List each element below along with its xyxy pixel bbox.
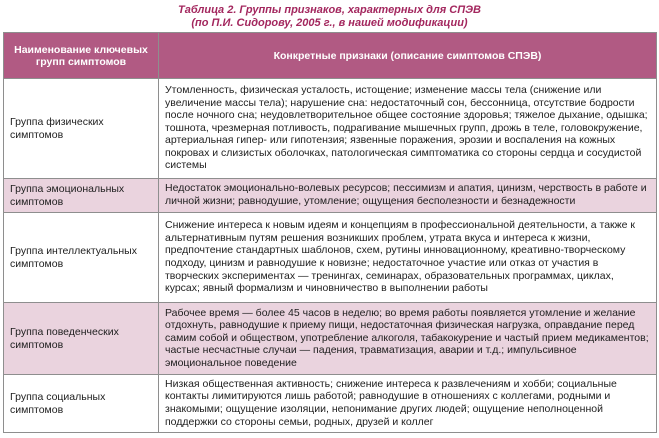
row-description: Недостаток эмоционально-волевых ресурсов; пессимизм и апатия, цинизм, черствость в работе и личной жизни; равнодушие, утомление; ощущения бесполезности и безнадежности — [159, 179, 657, 213]
row-description: Утомленность, физическая усталость, истощение; изменение массы тела (снижение или увеличение массы тела); нарушение сна: недостаточный сон, бессонница, отсутствие бодрости после ночного сна; неудовлетворительное общее состояние здоровья; тяжелое дыхание, одышка; тошнота, чрезмерная потливость, подрагивание мышечных групп, дрожь в теле, головокружение, артериальная гипер- или гипотензия; язвенные поражения, эрозии и воспаления на кожных покровах и слизистых оболочках, патологическая симптоматика со стороны сердца и сосудистой системы — [159, 79, 657, 179]
caption-subtitle: (по П.И. Сидорову, 2005 г., в нашей модификации) — [191, 16, 468, 29]
table-header-row — [4, 33, 657, 79]
row-description: Снижение интереса к новым идеям и концепциям в профессиональной деятельности, а также к альтернативным путям решения возникших проблем, утрата вкуса и интереса к жизни, предпочтение стандартных шаблонов, схем, рутины инновационному, креативно-творческому подходу, цинизм и равнодушие к новизне; недостаточное участие или отказ от участия в творческих экспериментах — тренингах, семинарах, образовательных программах, циклах, курсах; явный формализм и чиновничество в выполнении работы — [159, 213, 657, 303]
table-row — [4, 79, 657, 179]
row-group-label: Группа поведенческих симптомов — [4, 303, 159, 375]
row-group-label: Группа физических симптомов — [4, 79, 159, 179]
table-row — [4, 375, 657, 433]
row-group-label: Группа интеллектуальных симптомов — [4, 213, 159, 303]
table-row — [4, 179, 657, 213]
header-group-name: Наименование ключевых групп симптомов — [4, 33, 159, 79]
row-group-label: Группа социальных симптомов — [4, 375, 159, 433]
header-symptoms: Конкретные признаки (описание симптомов СПЭВ) — [159, 33, 657, 79]
table-row — [4, 213, 657, 303]
row-description: Низкая общественная активность; снижение интереса к развлечениям и хобби; социальные контакты лимитируются лишь работой; равнодушие в отношениях с коллегами, родными и знакомыми; ощущение изоляции, непонимание других людей; ощущение неполноценной поддержки со стороны семьи, родных, друзей и коллег — [159, 375, 657, 433]
symptoms-table — [3, 32, 657, 433]
row-group-label: Группа эмоциональных симптомов — [4, 179, 159, 213]
table-row — [4, 303, 657, 375]
row-description: Рабочее время — более 45 часов в неделю; во время работы появляется утомление и желание отдохнуть, равнодушие к приему пищи, недостаточная физическая нагрузка, оправдание перед самим собой и обществом, употребление алкоголя, табакокурение и частый прием медикаментов; частые несчастные случаи — падения, травматизация, аварии и т.д.; импульсивное эмоциональное поведение — [159, 303, 657, 375]
table-caption — [0, 0, 659, 30]
caption-title: Таблица 2. Группы признаков, характерных для СПЭВ — [178, 4, 481, 16]
